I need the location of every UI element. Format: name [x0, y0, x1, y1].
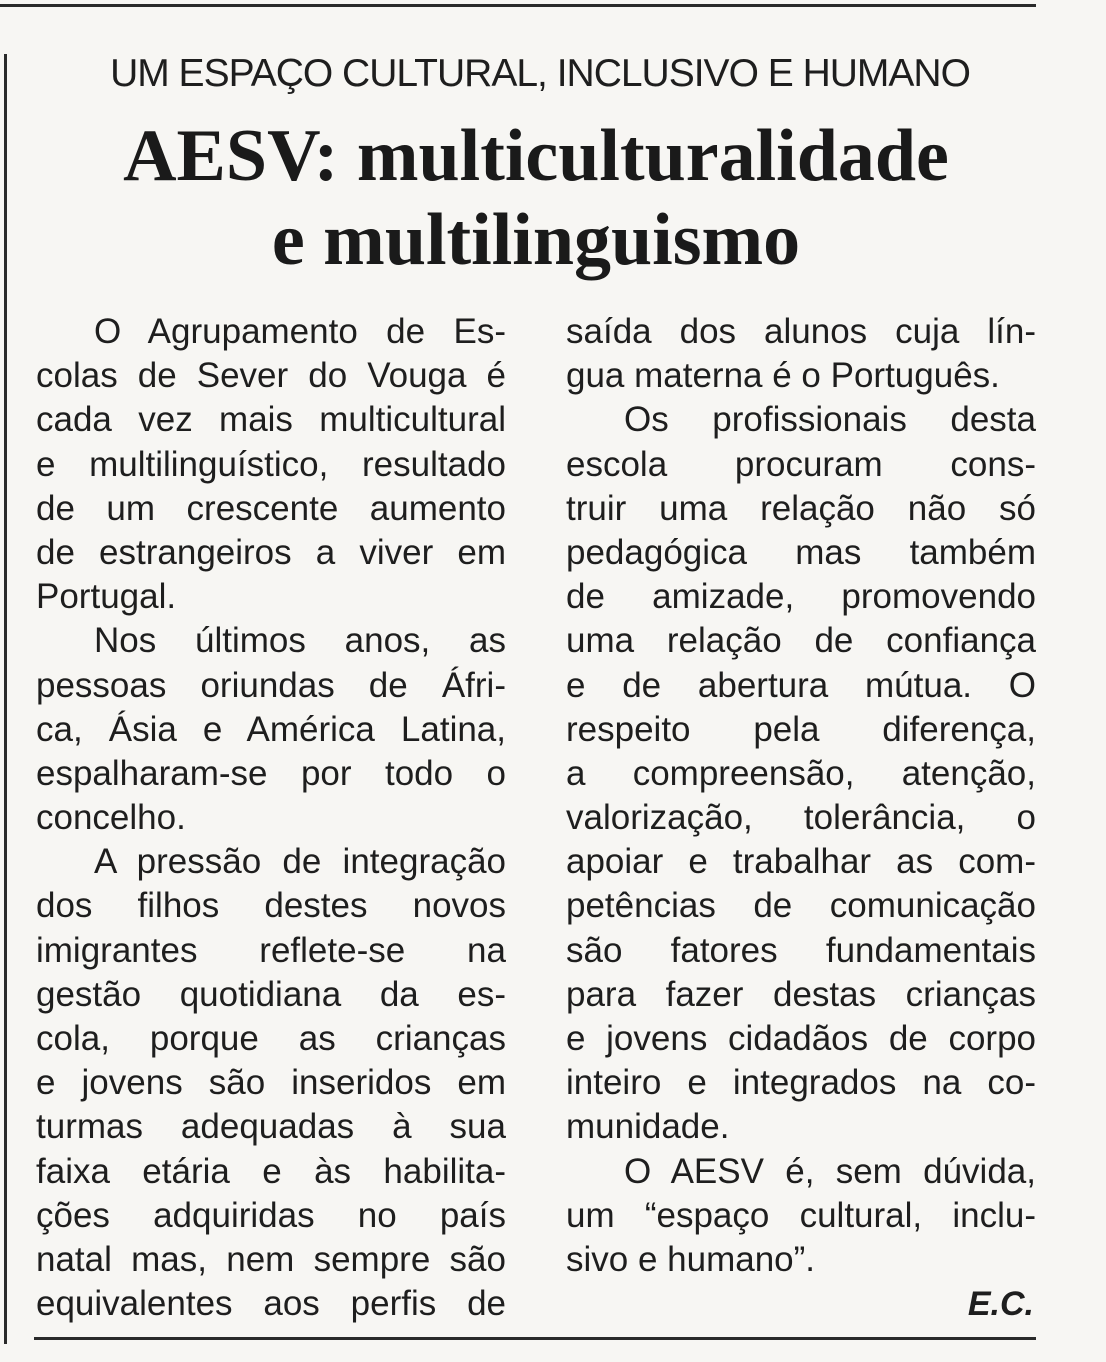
text-line: e jovens são inseridos em [36, 1063, 506, 1103]
text-line: Os profissionais desta [624, 400, 1036, 440]
bottom-rule [34, 1337, 1036, 1340]
text-line: de amizade, promovendo [566, 577, 1036, 617]
text-line: Nos últimos anos, as [94, 621, 506, 661]
text-line: e multilinguístico, resultado [36, 444, 506, 484]
text-line: de um crescente aumento [36, 488, 506, 528]
headline-line: e multilinguismo [271, 199, 801, 281]
text-line: respeito pela diferença, [566, 709, 1036, 749]
text-line: saída dos alunos cuja lín- [566, 312, 1036, 351]
article-headline [36, 114, 1036, 282]
text-line: gestão quotidiana da es- [36, 974, 506, 1014]
text-line: dos filhos destes novos [36, 886, 506, 926]
text-line: ções adquiridas no país [36, 1195, 506, 1235]
text-line: pessoas oriundas de Áfri- [36, 665, 506, 705]
top-rule [0, 4, 1036, 7]
text-line: inteiro e integrados na co- [566, 1063, 1036, 1103]
text-line: cada vez mais multicultural [36, 400, 506, 440]
text-line: O Agrupamento de Es- [94, 312, 506, 351]
text-line: petências de comunicação [566, 886, 1036, 926]
text-line: Portugal. [36, 577, 177, 617]
text-line: truir uma relação não só [566, 488, 1036, 528]
text-line: uma relação de confiança [566, 621, 1036, 661]
text-line: equivalentes aos perfis de [36, 1284, 506, 1324]
text-line: pedagógica mas também [566, 532, 1036, 572]
text-line: e de abertura mútua. O [566, 665, 1036, 705]
author-signature: E.C. [967, 1285, 1034, 1323]
text-line: A pressão de integração [94, 842, 506, 882]
text-line: O AESV é, sem dúvida, [624, 1151, 1036, 1191]
text-line: a compreensão, atenção, [566, 753, 1036, 793]
article-column-left [36, 310, 506, 1326]
text-line: são fatores fundamentais [566, 930, 1036, 970]
text-line: faixa etária e às habilita- [36, 1151, 506, 1191]
text-line: e jovens cidadãos de corpo [566, 1019, 1036, 1058]
text-line: sivo e humano”. [566, 1239, 816, 1279]
text-line: cola, porque as crianças [36, 1019, 506, 1058]
left-rule [4, 54, 7, 1344]
text-line: para fazer destas crianças [566, 974, 1036, 1014]
headline-line: AESV: multiculturalidade [123, 115, 949, 197]
text-line: imigrantes reflete-se na [36, 930, 506, 970]
text-line: espalharam-se por todo o [36, 753, 506, 793]
text-line: escola procuram cons- [566, 444, 1036, 484]
text-line: munidade. [566, 1107, 730, 1147]
text-line: turmas adequadas à sua [36, 1107, 506, 1147]
text-line: de estrangeiros a viver em [36, 532, 506, 572]
article-kicker: UM ESPAÇO CULTURAL, INCLUSIVO E HUMANO [110, 52, 970, 95]
text-line: natal mas, nem sempre são [36, 1239, 506, 1279]
text-line: ca, Ásia e América Latina, [36, 709, 506, 749]
text-line: valorização, tolerância, o [566, 798, 1036, 838]
text-line: concelho. [36, 798, 186, 838]
text-line: um “espaço cultural, inclu- [566, 1195, 1036, 1235]
text-line: colas de Sever do Vouga é [36, 356, 506, 396]
text-line: apoiar e trabalhar as com- [566, 842, 1036, 882]
article-column-right [566, 310, 1036, 1282]
text-line: gua materna é o Português. [566, 356, 1000, 396]
